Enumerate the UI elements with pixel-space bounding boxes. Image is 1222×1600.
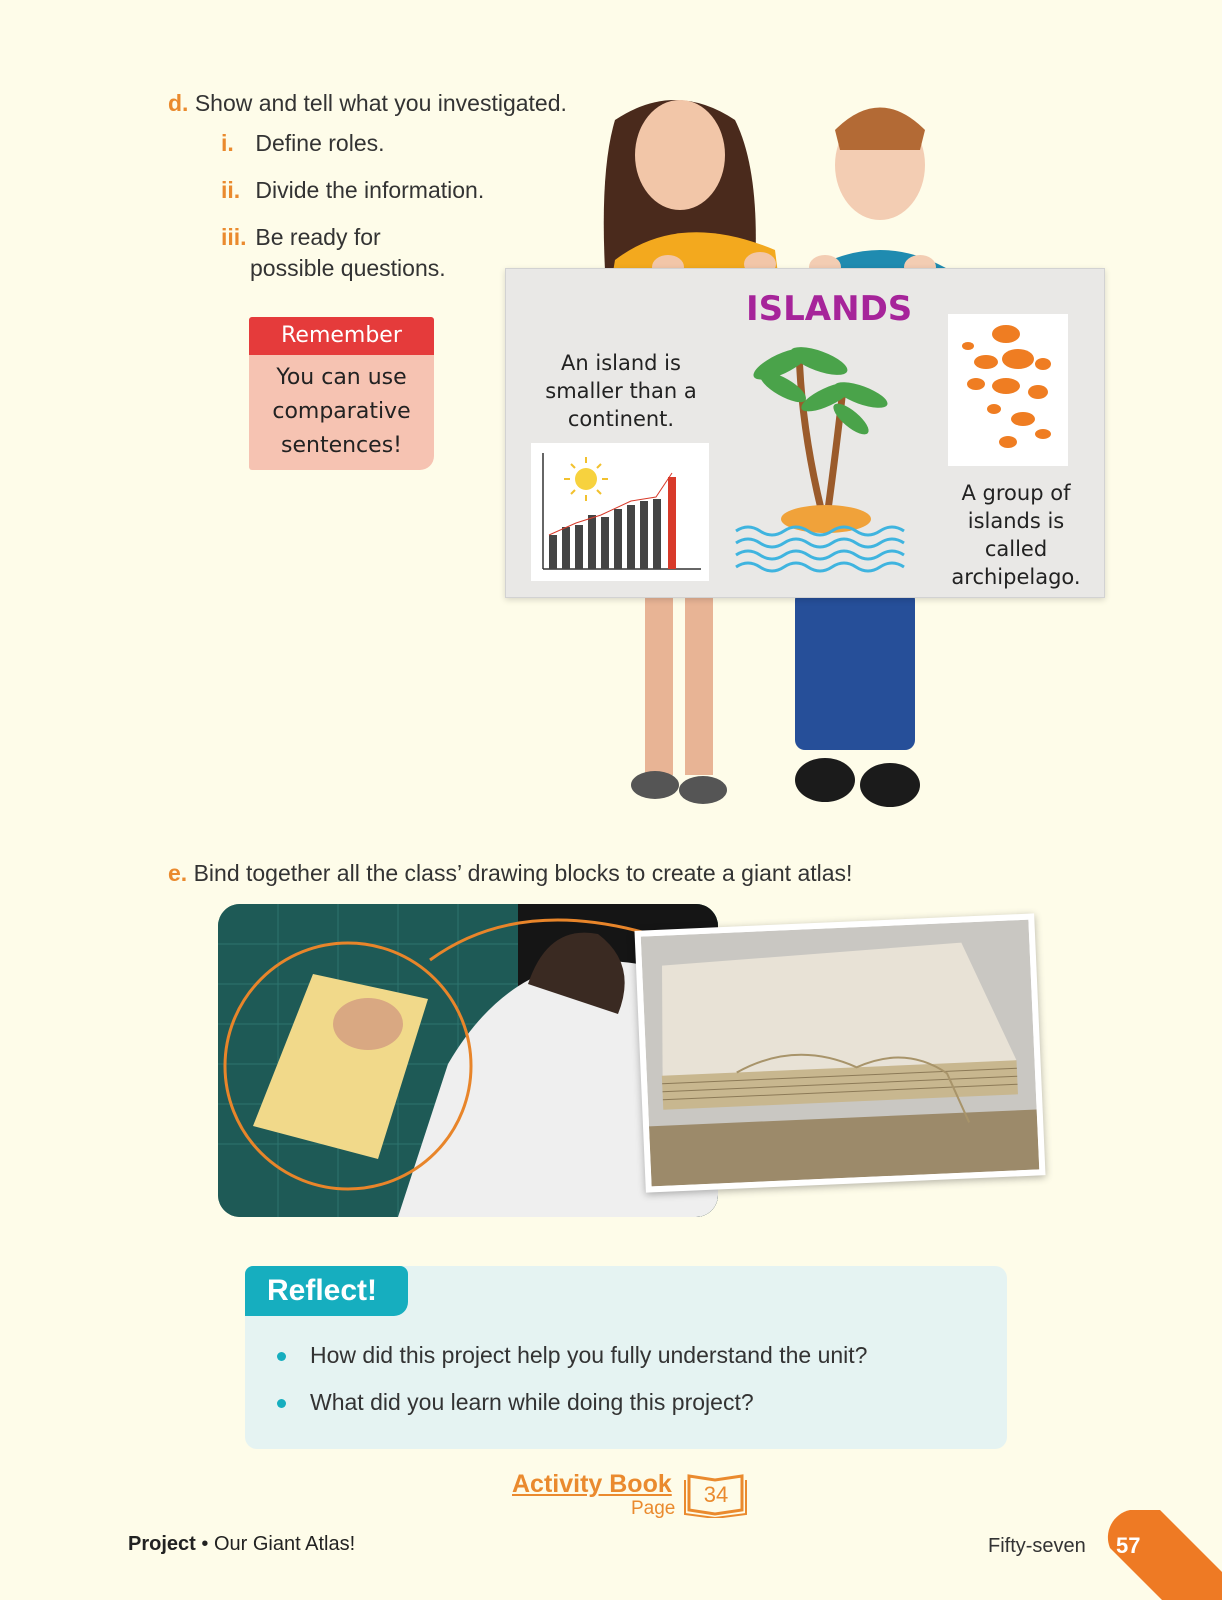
footer-section: Project [128, 1533, 196, 1555]
substep-iii-text-continued: possible questions. [250, 255, 446, 281]
step-e-letter: e. [168, 860, 188, 886]
poster-chart-drawing [531, 443, 709, 581]
substep-iii [221, 224, 381, 251]
poster-caption-line: smaller than a [545, 379, 697, 403]
remember-title: Remember [249, 317, 434, 355]
substep-ii [221, 177, 484, 204]
islands-poster [505, 268, 1105, 598]
poster-caption-line: archipelago. [951, 565, 1081, 589]
activity-book-page-number: 34 [703, 1482, 729, 1507]
remember-box [249, 317, 434, 470]
poster-caption-line: An island is [561, 351, 681, 375]
footer-separator: • [201, 1533, 209, 1555]
footer-title [128, 1533, 355, 1556]
poster-caption-line: islands is [967, 509, 1065, 533]
bullet-icon [277, 1399, 286, 1408]
poster-title: ISLANDS [746, 289, 913, 329]
step-d-letter: d. [168, 90, 189, 116]
page-word: Fifty-seven [988, 1535, 1086, 1557]
archipelago-map-drawing [948, 314, 1068, 466]
substep-iii-num: iii. [221, 224, 247, 250]
substep-i [221, 130, 385, 157]
poster-island-caption [526, 349, 716, 433]
activity-book-page-label: Page [631, 1498, 676, 1519]
poster-archipelago-caption [936, 479, 1096, 591]
substep-i-num: i. [221, 130, 234, 156]
poster-caption-line: continent. [567, 407, 675, 431]
bullet-icon [277, 1352, 286, 1361]
step-e-heading [168, 860, 852, 887]
reflect-question: What did you learn while doing this project? [310, 1389, 754, 1415]
remember-line: sentences! [281, 433, 402, 458]
poster-caption-line: A group of [961, 481, 1071, 505]
poster-caption-line: called [984, 537, 1048, 561]
footer-unit-title: Our Giant Atlas! [213, 1533, 356, 1555]
substep-ii-num: ii. [221, 177, 241, 203]
reflect-title: Reflect! [245, 1266, 408, 1316]
substep-i-text: Define roles. [255, 130, 385, 156]
remember-body [249, 355, 434, 463]
substep-iii-text: Be ready for [255, 224, 381, 250]
page-number: 57 [1116, 1533, 1141, 1558]
reflect-question: How did this project help you fully understand the unit? [310, 1342, 868, 1368]
palm-island-drawing [731, 339, 911, 579]
remember-line: comparative [272, 399, 411, 424]
bound-atlas-photo [634, 913, 1045, 1192]
substep-ii-text: Divide the information. [255, 177, 485, 203]
remember-line: You can use [276, 365, 407, 390]
bar-chart-drawing [531, 443, 709, 581]
step-d-text: Show and tell what you investigated. [194, 90, 567, 116]
activity-book-link[interactable]: Activity Book [512, 1470, 672, 1498]
step-e-text: Bind together all the class’ drawing blocks to create a giant atlas! [193, 860, 853, 886]
